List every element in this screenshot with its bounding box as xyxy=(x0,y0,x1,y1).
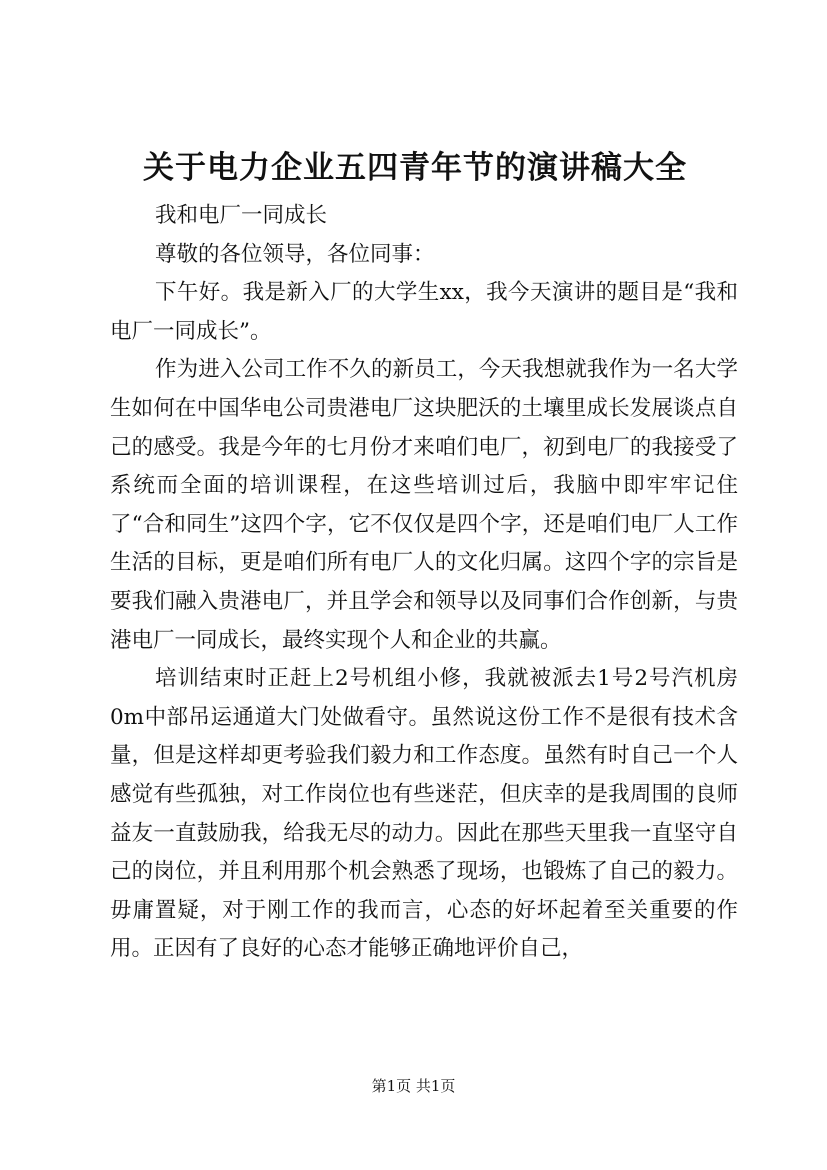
paragraph-body-1: 作为进入公司工作不久的新员工，今天我想就我作为一名大学生如何在中国华电公司贵港电厂这块肥沃的土壤里成长发展谈点自己的感受。我是今年的七月份才来咱们电厂，初到电厂的我接受了系统而全面的培训课程，在这些培训过后，我脑中即牢牢记住了“合和同生”这四个字，它不仅仅是四个字，还是咱们电厂人工作生活的目标，更是咱们所有电厂人的文化归属。这四个字的宗旨是要我们融入贵港电厂，并且学会和领导以及同事们合作创新，与贵港电厂一同成长，最终实现个人和企业的共赢。 xyxy=(110,357,738,653)
paragraph-body-2: 培训结束时正赶上2号机组小修，我就被派去1号2号汽机房0m中部吊运通道大门处做看守。虽然说这份工作不是很有技术含量，但是这样却更考验我们毅力和工作态度。虽然有时自己一个人感觉有些孤独，对工作岗位也有些迷茫，但庆幸的是我周围的良师益友一直鼓励我，给我无尽的动力。因此在那些天里我一直坚守自己的岗位，并且利用那个机会熟悉了现场，也锻炼了自己的毅力。毋庸置疑，对于刚工作的我而言，心态的好坏起着至关重要的作用。正因有了良好的心态才能够正确地评价自己， xyxy=(110,666,738,962)
paragraph-subtitle: 我和电厂一同成长 xyxy=(155,203,328,228)
paragraph-salutation: 尊敬的各位领导，各位同事： xyxy=(155,241,435,267)
paragraph-greeting: 下午好。我是新入厂的大学生xx，我今天演讲的题目是“我和电厂一同成长”。 xyxy=(110,280,738,344)
page-footer: 第1页 共1页 xyxy=(371,1077,456,1095)
document-title: 关于电力企业五四青年节的演讲稿大全 xyxy=(143,150,687,186)
document-body xyxy=(110,197,738,969)
